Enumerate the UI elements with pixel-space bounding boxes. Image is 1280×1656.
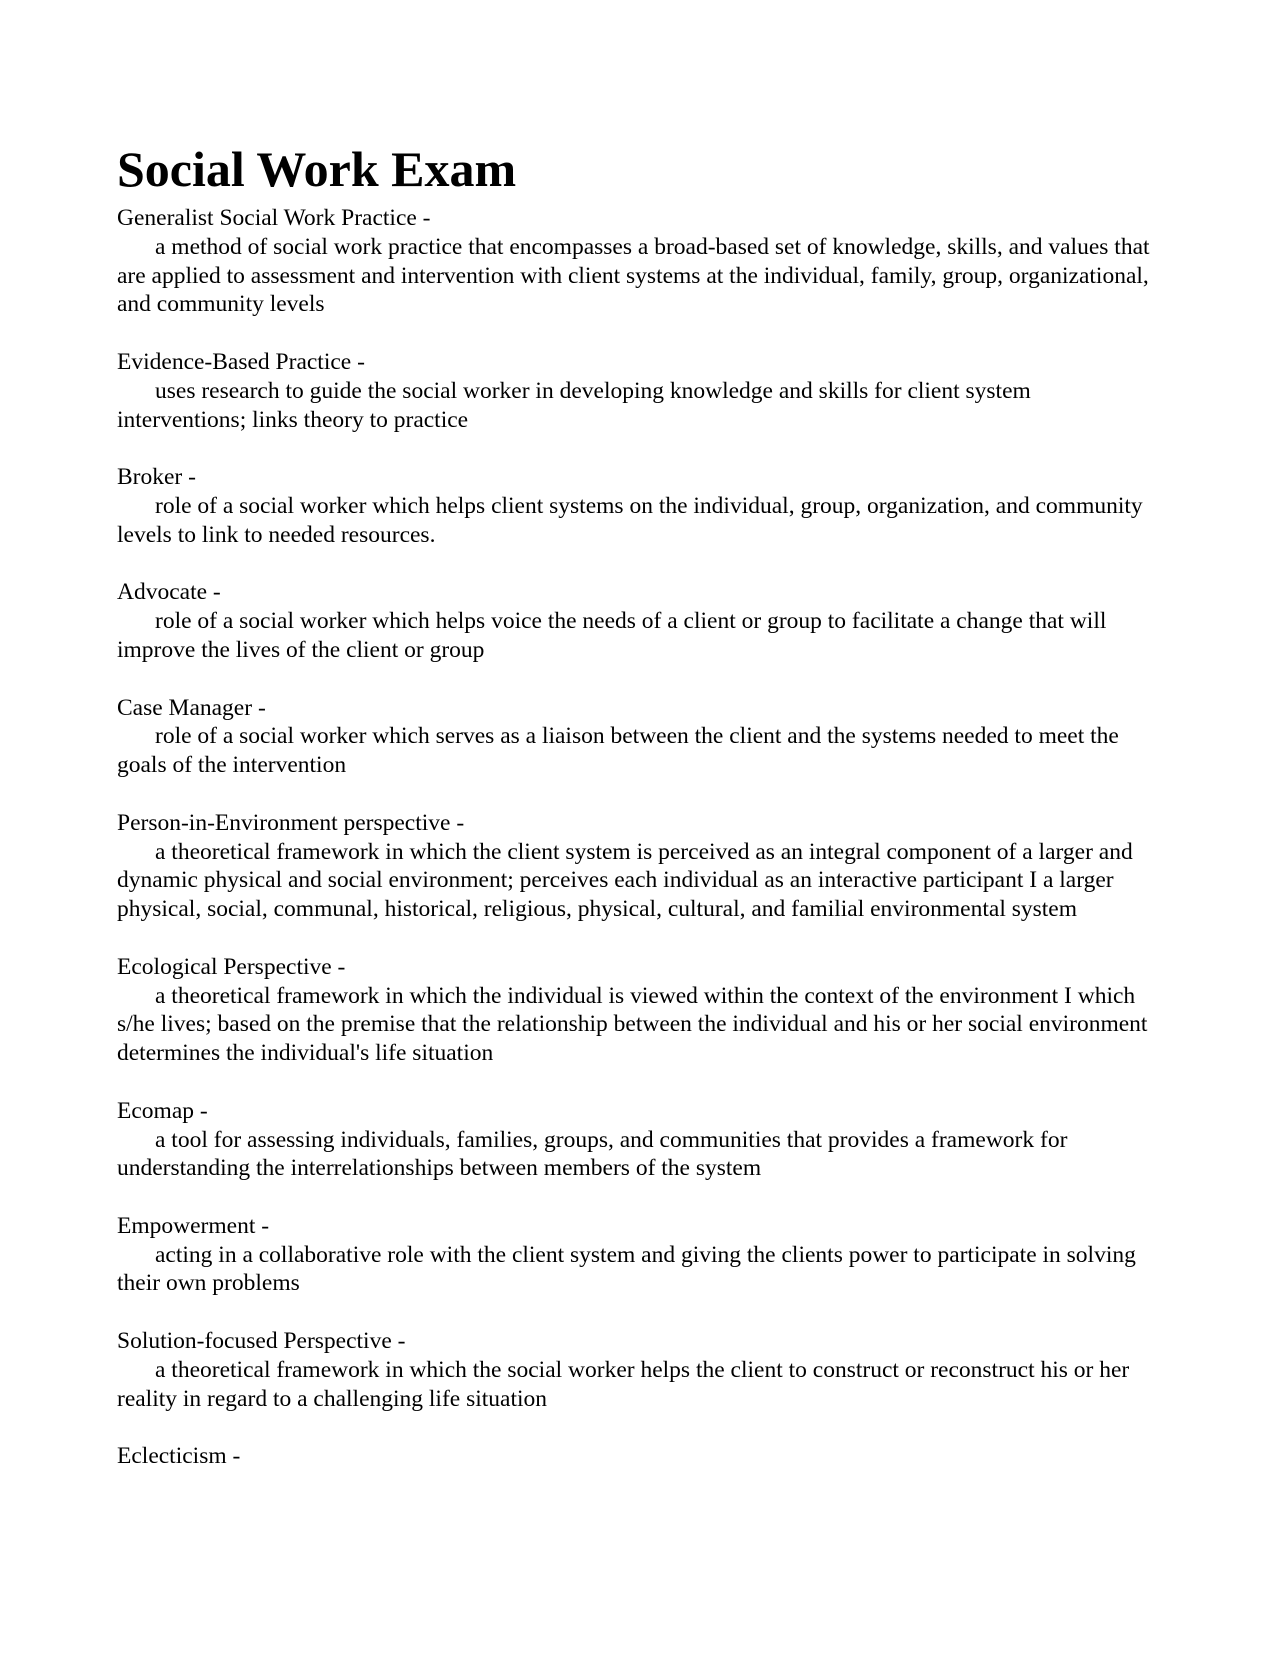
entry-term: Solution-focused Perspective - (117, 1328, 406, 1355)
entry-definition: a theoretical framework in which the client system is perceived as an integral component of a larger and dynamic physical and social environment; perceives each individual as an interactive participant I a larger physical, social, communal, historical, religious, physical, cultural, and familial environmental system (117, 838, 1133, 923)
document-page (117, 138, 1162, 1500)
entry-definition: a theoretical framework in which the individual is viewed within the context of the environment I which s/he lives; based on the premise that the relationship between the individual and his or her social environment determines the individual's life situation (117, 982, 1148, 1067)
glossary-entry (117, 694, 1162, 780)
glossary-entry (117, 348, 1162, 434)
entry-term: Ecological Perspective - (117, 953, 346, 980)
entry-term: Evidence-Based Practice - (117, 348, 365, 375)
glossary-entry (117, 463, 1162, 549)
glossary-entry (117, 953, 1162, 1068)
glossary-entry (117, 204, 1162, 319)
entry-definition: acting in a collaborative role with the client system and giving the clients power to participate in solving their own problems (117, 1241, 1136, 1297)
entry-term: Generalist Social Work Practice - (117, 205, 431, 231)
entry-definition: role of a social worker which serves as a liaison between the client and the systems needed to meet the goals of the intervention (117, 723, 1119, 779)
glossary-entry (117, 1442, 1162, 1471)
entry-definition: a tool for assessing individuals, families, groups, and communities that provides a framework for understanding the interrelationships between members of the system (117, 1126, 1068, 1182)
glossary-entry (117, 1097, 1162, 1183)
entry-definition: role of a social worker which helps client systems on the individual, group, organization, and community levels to link to needed resources. (117, 492, 1143, 548)
entry-term: Person-in-Environment perspective - (117, 809, 465, 836)
entry-definition: uses research to guide the social worker in developing knowledge and skills for client system interventions; links theory to practice (117, 377, 1031, 433)
glossary-entry (117, 809, 1162, 924)
entry-term: Ecomap - (117, 1097, 208, 1124)
entry-definition: role of a social worker which helps voice the needs of a client or group to facilitate a change that will improve the lives of the client or group (117, 608, 1107, 663)
glossary-entry (117, 1327, 1162, 1413)
entry-term: Empowerment - (117, 1212, 270, 1239)
glossary-entry (117, 578, 1162, 664)
entry-definition: a method of social work practice that encompasses a broad-based set of knowledge, skills, and values that are applied to assessment and intervention with client systems at the individual, family, group, organizational, and community levels (117, 233, 1150, 318)
glossary-entry (117, 1212, 1162, 1298)
document-title: Social Work Exam (117, 141, 517, 197)
entry-term: Advocate - (117, 579, 221, 606)
entry-term: Broker - (117, 464, 196, 491)
entry-term: Eclecticism - (117, 1443, 241, 1470)
entry-definition: a theoretical framework in which the social worker helps the client to construct or reconstruct his or her reality in regard to a challenging life situation (117, 1356, 1130, 1412)
entry-term: Case Manager - (117, 694, 266, 721)
